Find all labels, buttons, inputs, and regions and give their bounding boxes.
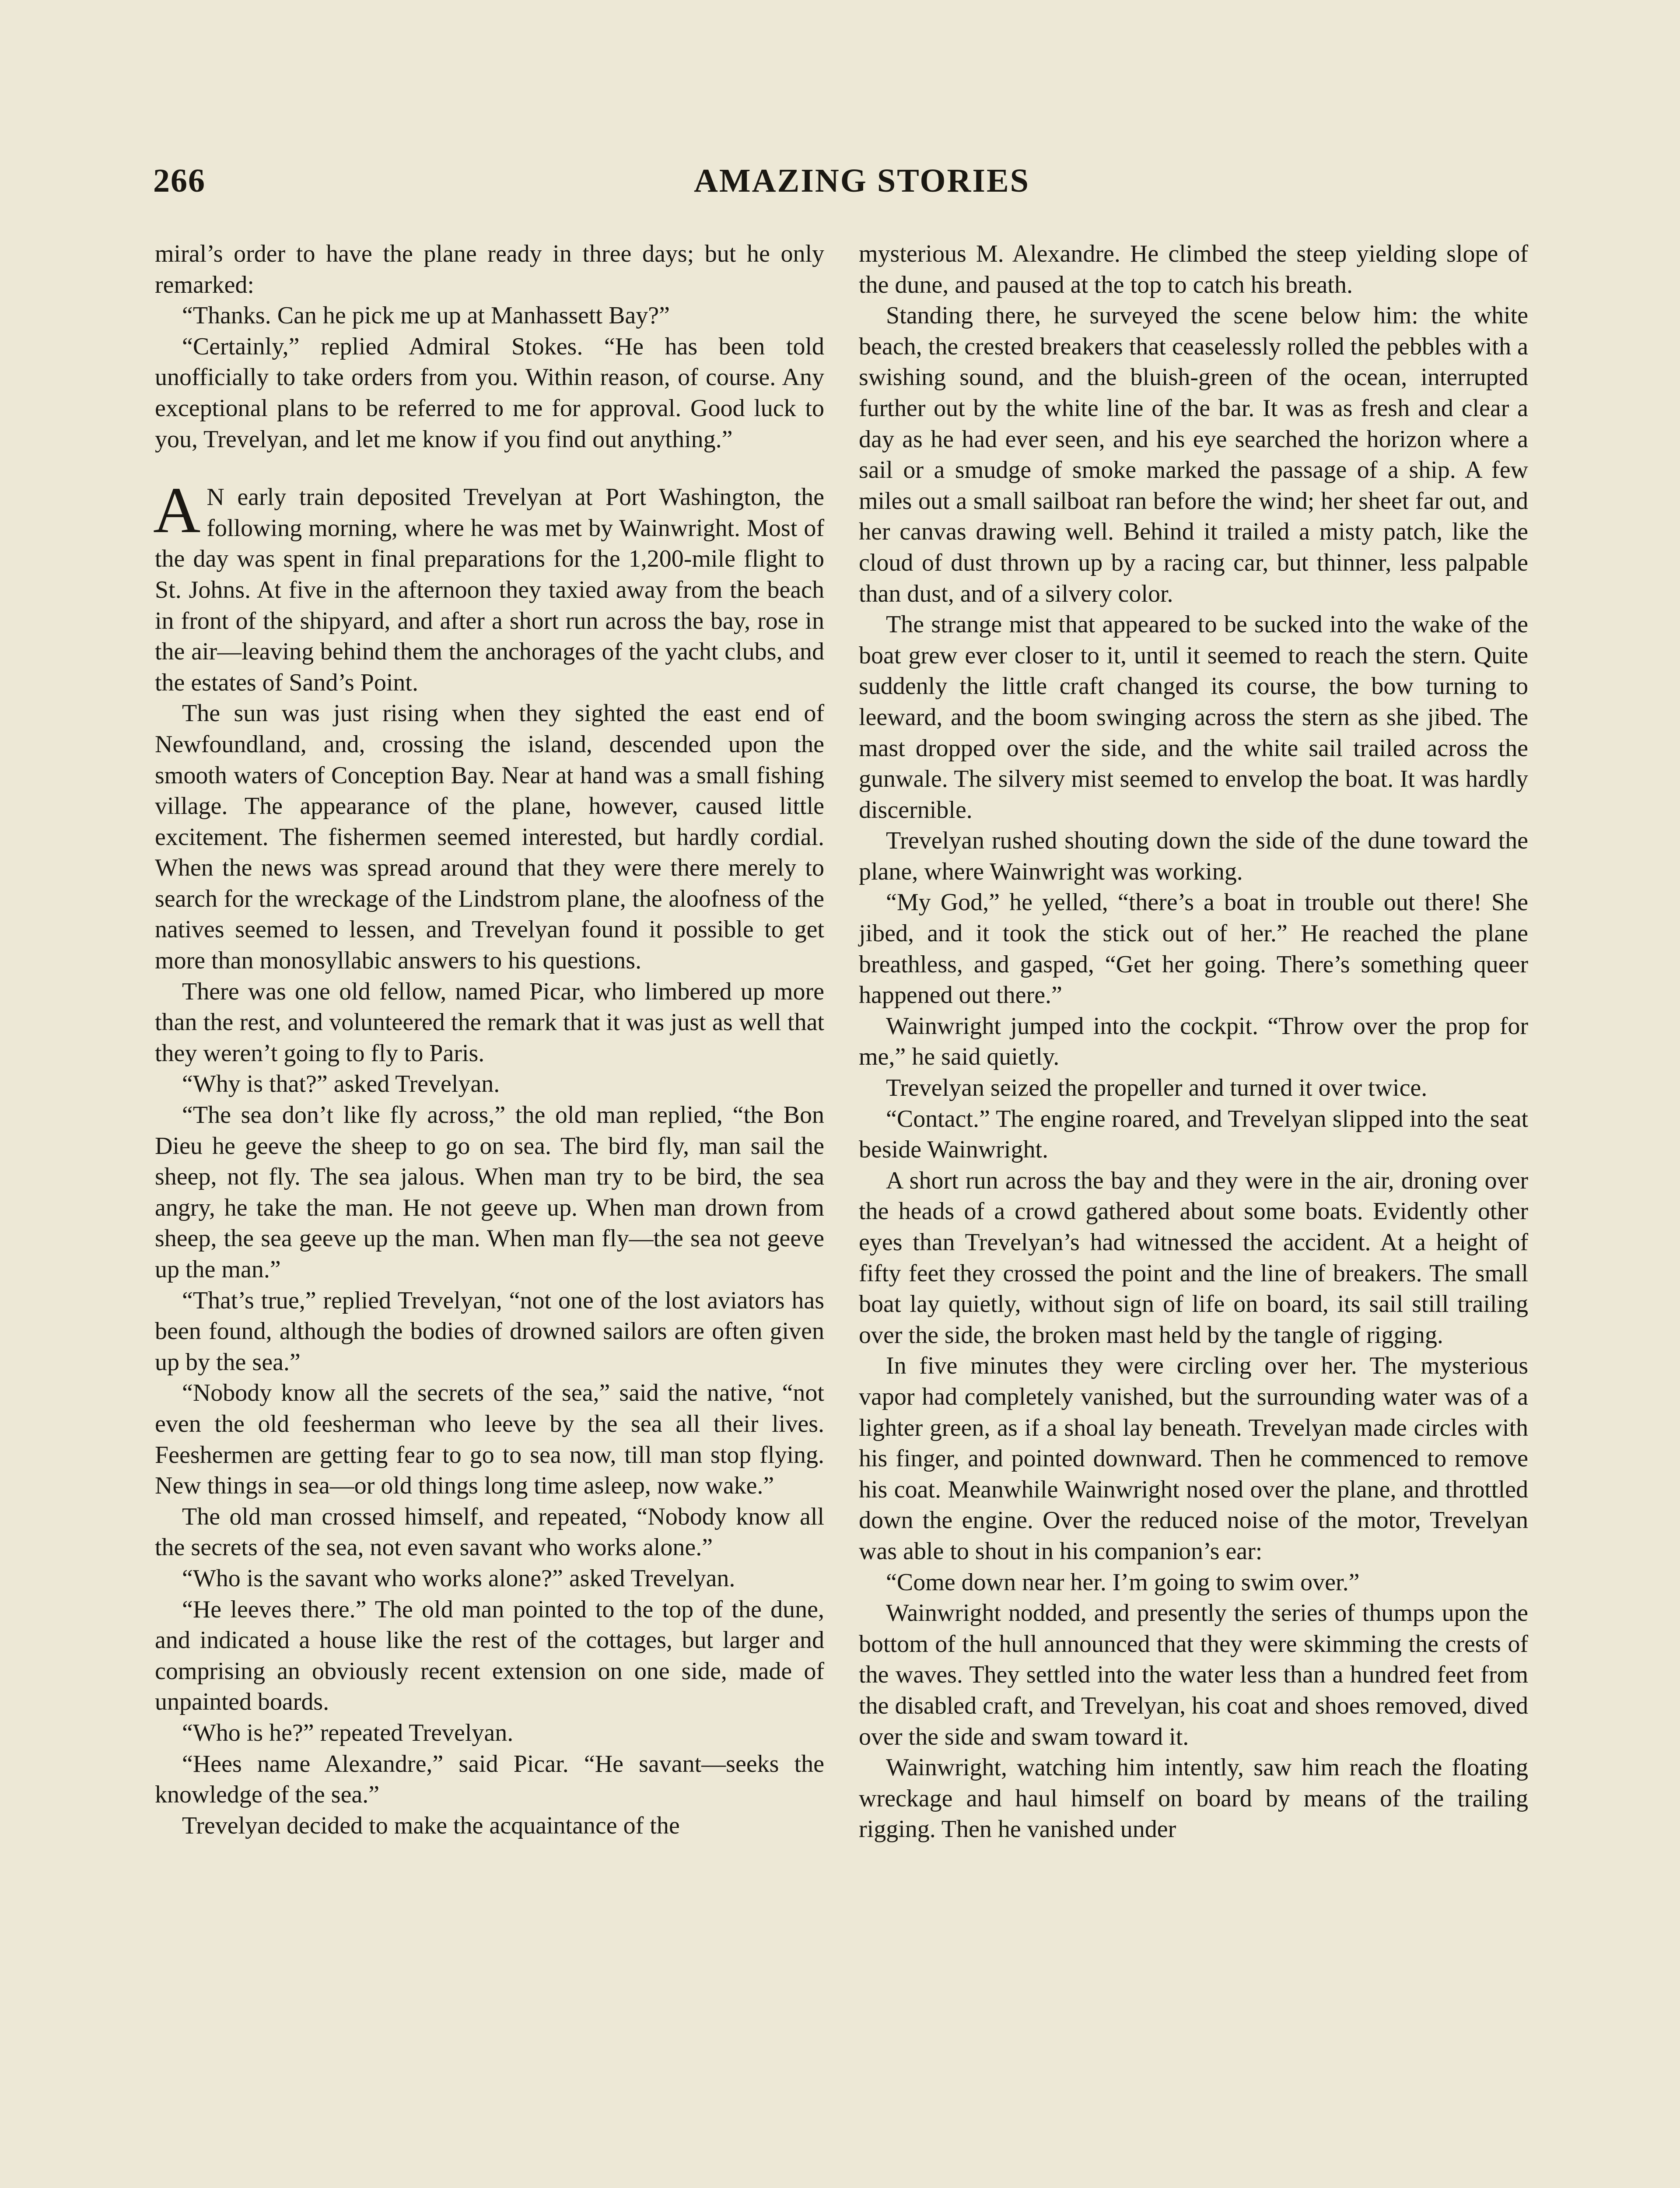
page-number: 266 — [153, 162, 206, 199]
paragraph: Trevelyan decided to make the acquaintance of the — [182, 1812, 680, 1839]
paragraph: Standing there, he surveyed the scene below him: the white beach, the crested breakers that ceaselessly rolled the pebbles with a swishing sound, and the bluish-green of the ocean, interrupted further out by the white line of the bar. It was as fresh and clear a day as he had ever seen, and his eye searched the horizon where a sail or a smudge of smoke marked the passage of a ship. A few miles out a small sailboat ran before the wind; her sheet far out, and her canvas drawing well. Behind it trailed a misty patch, like the cloud of dust thrown up by a racing car, but thinner, less palpable than dust, and of a silvery color. — [859, 302, 1528, 607]
paragraph: miral’s order to have the plane ready in three days; but he only remarked: — [155, 240, 824, 298]
paragraph: “The sea don’t like fly across,” the old man replied, “the Bon Dieu he geeve the sheep to go on sea. The bird fly, man sail the sheep, not fly. The sea jalous. When man try to be bird, the sea angry, he take the man. He not geeve up. When man drown from sheep, the sea geeve up the man. When man fly—the sea not geeve up the man.” — [155, 1101, 824, 1283]
paragraph: “Who is the savant who works alone?” asked Trevelyan. — [182, 1564, 735, 1592]
paragraph: “Certainly,” replied Admiral Stokes. “He has been told unofficially to take orders from you. Within reason, of course. Any exceptional plans to be referred to me for approval. Good luck to you, Trevelyan, and let me know if you find out anything.” — [155, 333, 824, 453]
paragraph: “Nobody know all the secrets of the sea,” said the native, “not even the old feesherman who leeve by the sea all their lives. Feeshermen are getting fear to go to sea now, till man stop flying. New things in sea—or old things long time asleep, now wake.” — [155, 1379, 824, 1500]
paragraph: “Who is he?” repeated Trevelyan. — [182, 1719, 514, 1746]
paragraph: “Come down near her. I’m going to swim over.” — [886, 1568, 1360, 1596]
paragraph: “Why is that?” asked Trevelyan. — [182, 1070, 500, 1098]
paragraph: “Contact.” The engine roared, and Trevelyan slipped into the seat beside Wainwright. — [859, 1105, 1528, 1164]
paragraph: The strange mist that appeared to be sucked into the wake of the boat grew ever closer to it, until it seemed to reach the stern. Quite suddenly the little craft changed its course, the bow turning to leeward, and the boom swinging across the stern as she jibed. The mast dropped over the side, and the white sail trailed across the gunwale. The silvery mist seemed to envelop the boat. It was hardly discernible. — [859, 611, 1528, 824]
paragraph-text: N early train deposited Trevelyan at Port Washington, the following morning, where he was met by Wainwright. Most of the day was spent in final preparations for the 1,200-mile flight to St. Johns. At five in the afternoon they taxied away from the beach in front of the shipyard, and after a short run across the bay, rose in the air—leaving behind them the anchorages of the yacht clubs, and the estates of Sand’s Point. — [155, 484, 824, 696]
page-header — [153, 162, 1571, 214]
paragraph: In five minutes they were circling over her. The mysterious vapor had completely vanished, but the surrounding water was of a lighter green, as if a shoal lay beneath. Trevelyan made circles with his finger, and pointed downward. Then he commenced to remove his coat. Meanwhile Wainwright nosed over the plane, and throttled down the engine. Over the reduced noise of the motor, Trevelyan was able to shout in his companion’s ear: — [859, 1352, 1528, 1565]
paragraph: “That’s true,” replied Trevelyan, “not one of the lost aviators has been found, although the bodies of drowned sailors are often given up by the sea.” — [155, 1287, 824, 1376]
paragraph: “Thanks. Can he pick me up at Manhassett Bay?” — [182, 302, 670, 330]
magazine-title: AMAZING STORIES — [694, 162, 1030, 199]
paragraph: “He leeves there.” The old man pointed to the top of the dune, and indicated a house like the rest of the cottages, but larger and comprising an obviously recent extension on one side, made of unpainted boards. — [155, 1595, 824, 1716]
paragraph: There was one old fellow, named Picar, who limbered up more than the rest, and volunteered the remark that it was just as well that they weren’t going to fly to Paris. — [155, 978, 824, 1067]
left-column — [155, 238, 824, 1841]
paragraph: “Hees name Alexandre,” said Picar. “He savant—seeks the knowledge of the sea.” — [155, 1750, 824, 1809]
paragraph: Wainwright nodded, and presently the series of thumps upon the bottom of the hull announced that they were skimming the crests of the waves. They settled into the water less than a hundred feet from the disabled craft, and Trevelyan, his coat and shoes removed, dived over the side and swam toward it. — [859, 1599, 1528, 1750]
section-opening-paragraph — [153, 474, 824, 698]
right-column — [859, 238, 1528, 1845]
paragraph: “My God,” he yelled, “there’s a boat in trouble out there! She jibed, and it took the stick out of her.” He reached the plane breathless, and gasped, “Get her going. There’s something queer happened out there.” — [859, 889, 1528, 1009]
paragraph: Trevelyan seized the propeller and turned it over twice. — [886, 1074, 1428, 1102]
paragraph: Wainwright, watching him intently, saw him reach the floating wreckage and haul himself on board by means of the trailing rigging. Then he vanished under — [859, 1754, 1528, 1843]
paragraph: A short run across the bay and they were in the air, droning over the heads of a crowd gathered about some boats. Evidently other eyes than Trevelyan’s had witnessed the accident. At a height of fifty feet they crossed the point and the line of breakers. The small boat lay quietly, without sign of life on board, its sail still trailing over the side, the broken mast held by the tangle of rigging. — [859, 1167, 1528, 1349]
paragraph: The sun was just rising when they sighted the east end of Newfoundland, and, crossing the island, descended upon the smooth waters of Conception Bay. Near at hand was a small fishing village. The appearance of the plane, however, caused little excitement. The fishermen seemed interested, but hardly cordial. When the news was spread around that they were there merely to search for the wreckage of the Lindstrom plane, the aloofness of the natives seemed to lessen, and Trevelyan found it possible to get more than monosyllabic answers to his questions. — [155, 700, 824, 975]
paragraph: Wainwright jumped into the cockpit. “Throw over the prop for me,” he said quietly. — [859, 1012, 1528, 1071]
paragraph: The old man crossed himself, and repeated, “Nobody know all the secrets of the sea, not even savant who works alone.” — [155, 1503, 824, 1561]
paragraph: mysterious M. Alexandre. He climbed the steep yielding slope of the dune, and paused at the top to catch his breath. — [859, 240, 1528, 298]
paragraph: Trevelyan rushed shouting down the side of the dune toward the plane, where Wainwright was working. — [859, 827, 1528, 885]
drop-cap: A — [153, 474, 201, 547]
